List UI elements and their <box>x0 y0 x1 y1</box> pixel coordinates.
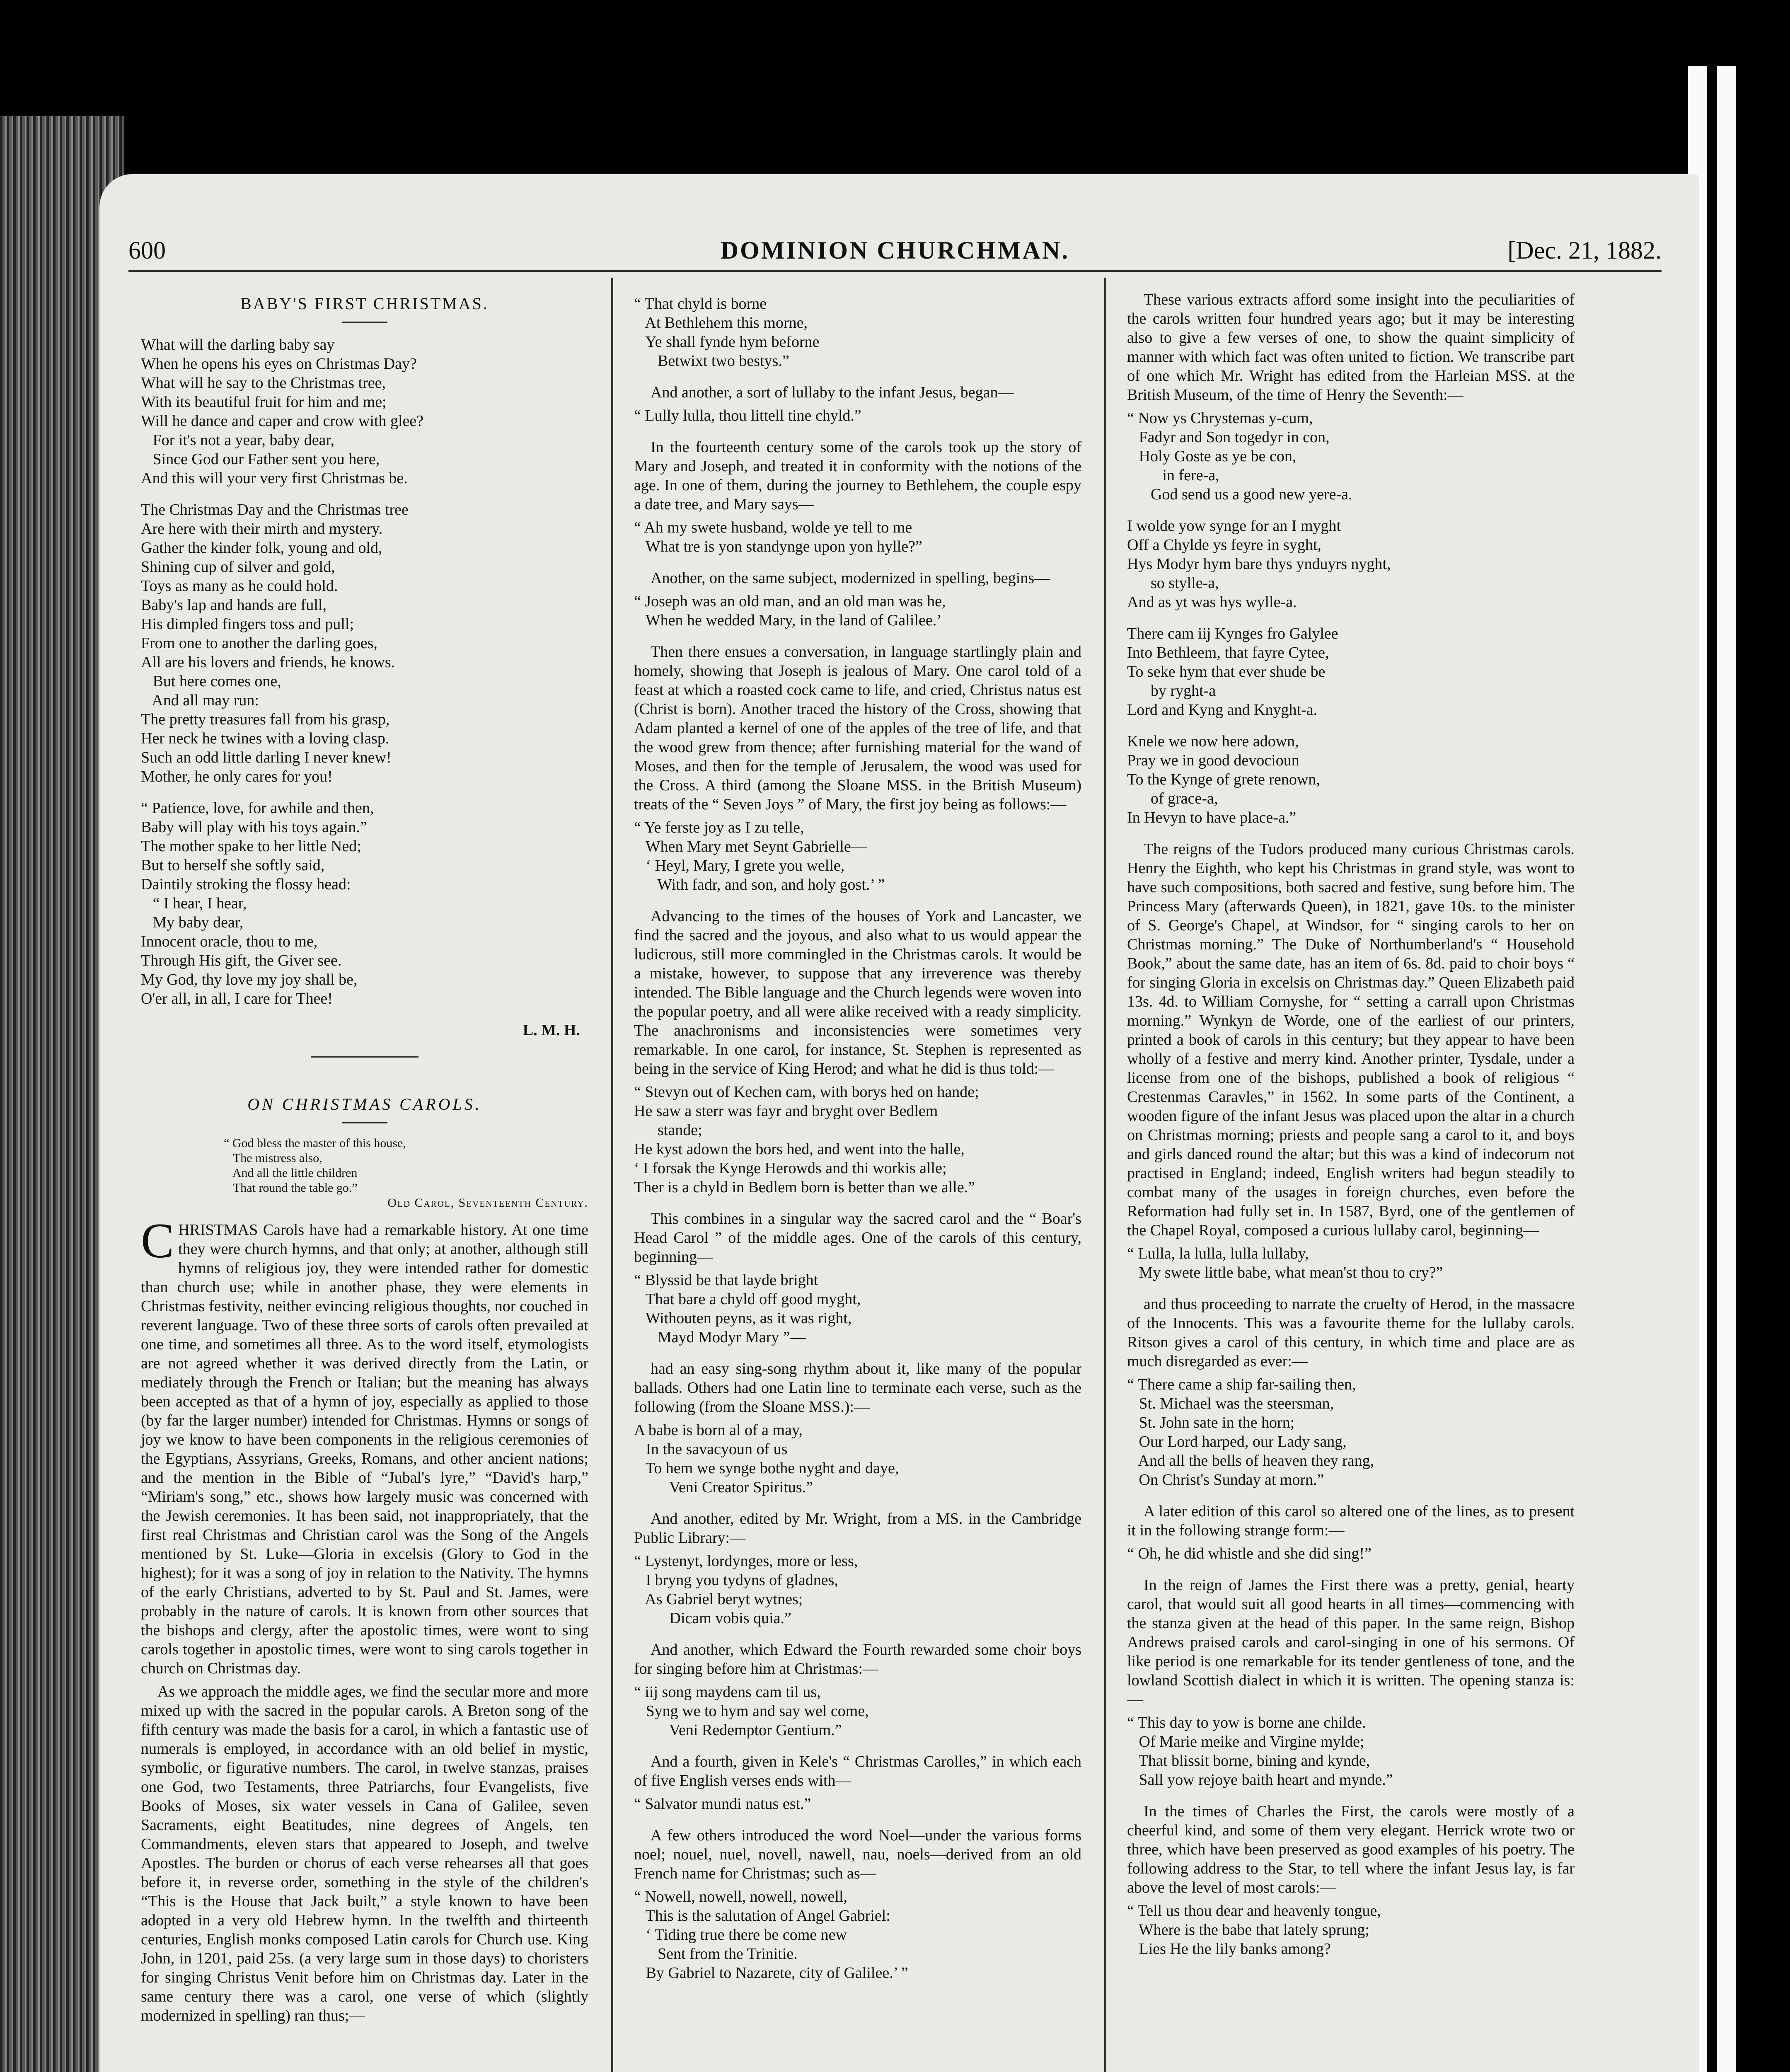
carol-verse <box>634 406 1081 425</box>
verse-line: ‘ I forsak the Kynge Herowds and thi workis alle; <box>634 1159 947 1177</box>
verse-line: What tre is yon standynge upon yon hylle?” <box>634 538 922 555</box>
verse-line: With its beautiful fruit for him and me; <box>141 393 387 411</box>
verse-line: Lies He the lily banks among? <box>1127 1940 1331 1958</box>
scanner-bar <box>1717 66 1736 2072</box>
verse-line: Pray we in good devocioun <box>1127 752 1299 769</box>
carol-verse <box>634 1794 1081 1813</box>
verse-line: Baby will play with his toys again.” <box>141 818 367 836</box>
verse-line: Sall yow rejoye baith heart and mynde.” <box>1127 1771 1393 1789</box>
verse-line: Shining cup of silver and gold, <box>141 558 335 576</box>
paragraph: Advancing to the times of the houses of York and Lancaster, we find the sacred and the joyous, and also what to us would appear the ludicrous, still more commingled in the Christmas carols. It would be a mistake, however, to suppose that any irreverence was thereby intended. The Bible language and the Church legends were woven into the popular poetry, and all were alike received with a ready simplicity. The anachronisms and inconsistencies were sometimes very remarkable. In one carol, for instance, St. Stephen is represented as being in the service of King Herod; and what he did is thus told:— <box>634 908 1081 1077</box>
paragraph <box>141 1213 588 1678</box>
carol-verse <box>1127 409 1575 504</box>
header-rule <box>128 270 1662 272</box>
verse-line: But to herself she softly said, <box>141 857 325 874</box>
divider <box>311 1056 418 1058</box>
verse-line: To the Kynge of grete renown, <box>1127 771 1320 788</box>
paragraph: These various extracts afford some insight into the peculiarities of the carols written four hundred years ago; but it may be interesting also to give a few verses of one, to show the quaint simplicity of manner with which fact was often united to fiction. We transcribe part of one which Mr. Wright has edited from the Harleian MSS. at the British Museum, of the time of Henry the Seventh:— <box>1127 291 1575 404</box>
paragraph: and thus proceeding to narrate the cruelty of Herod, in the massacre of the Innocents. This was a favourite theme for the lullaby carols. Ritson gives a carol of this century, in which time and place are as much disregarded as ever:— <box>1127 1295 1575 1370</box>
verse-line: He kyst adown the bors hed, and went into the halle, <box>634 1140 965 1158</box>
column-rule <box>1104 278 1106 2072</box>
verse-line: of grace-a, <box>1127 790 1218 807</box>
verse-line: “ Blyssid be that layde bright <box>634 1271 818 1289</box>
verse-line: Dicam vobis quia.” <box>634 1610 791 1627</box>
verse-line: There cam iij Kynges fro Galylee <box>1127 625 1338 642</box>
carol-verse <box>634 818 1081 894</box>
verse-line: O'er all, in all, I care for Thee! <box>141 990 333 1007</box>
verse-line: All are his lovers and friends, he knows. <box>141 654 395 671</box>
paragraph: This combines in a singular way the sacred carol and the “ Boar's Head Carol ” of the middle ages. One of the carols of this century, beginning— <box>634 1210 1081 1266</box>
verse-line: by ryght-a <box>1127 682 1216 700</box>
verse-line: To seke hym that ever shude be <box>1127 663 1326 680</box>
verse-line: “ There came a ship far-sailing then, <box>1127 1376 1356 1393</box>
poem-stanza <box>141 335 588 488</box>
verse-line: Sent from the Trinitie. <box>634 1945 798 1963</box>
carol-verse <box>634 592 1081 630</box>
verse-line: Such an odd little darling I never knew! <box>141 749 392 766</box>
verse-line: And all the little children <box>224 1166 358 1180</box>
verse-line: “ Nowell, nowell, nowell, nowell, <box>634 1888 848 1905</box>
verse-line: The mistress also, <box>224 1151 322 1165</box>
verse-line: And as yt was hys wylle-a. <box>1127 593 1297 611</box>
carol-verse <box>1127 1544 1575 1563</box>
verse-line: That bare a chyld off good myght, <box>634 1290 861 1308</box>
epigraph <box>224 1136 588 1210</box>
verse-line: “ Lystenyt, lordynges, more or less, <box>634 1552 858 1570</box>
verse-line: This is the salutation of Angel Gabriel: <box>634 1907 890 1924</box>
carol-verse <box>634 1682 1081 1740</box>
epigraph-lines <box>224 1136 588 1196</box>
carol-verse <box>634 294 1081 370</box>
verse-line: “ Salvator mundi natus est.” <box>634 1795 811 1813</box>
verse-line: “ Now ys Chrystemas y-cum, <box>1127 409 1313 427</box>
carol-verse <box>634 1421 1081 1497</box>
carol-verse <box>634 1082 1081 1197</box>
verse-line: “ Lulla, la lulla, lulla lullaby, <box>1127 1245 1309 1262</box>
verse-line: To hem we synge bothe nyght and daye, <box>634 1460 899 1477</box>
verse-line: “ Ye ferste joy as I zu telle, <box>634 819 804 836</box>
verse-line: “ That chyld is borne <box>634 295 767 312</box>
carol-verse <box>634 1271 1081 1347</box>
divider <box>342 1122 387 1123</box>
verse-line: Veni Creator Spiritus.” <box>634 1479 813 1496</box>
column-2 <box>634 290 1081 1995</box>
verse-line: That blissit borne, bining and kynde, <box>1127 1752 1370 1769</box>
verse-line: “ God bless the master of this house, <box>224 1136 406 1150</box>
verse-line: What will the darling baby say <box>141 336 335 353</box>
paragraph: And another, edited by Mr. Wright, from a MS. in the Cambridge Public Library:— <box>634 1510 1081 1547</box>
verse-line: When he opens his eyes on Christmas Day? <box>141 355 417 373</box>
carol-verse <box>1127 624 1575 719</box>
verse-line: “ Stevyn out of Kechen cam, with borys hed on hande; <box>634 1083 979 1101</box>
verse-line: Ye shall fynde hym beforne <box>634 333 820 351</box>
verse-line: God send us a good new yere-a. <box>1127 486 1352 503</box>
verse-line: Fadyr and Son togedyr in con, <box>1127 428 1330 446</box>
verse-line: Daintily stroking the flossy head: <box>141 876 351 893</box>
verse-line: At Bethlehem this morne, <box>634 314 808 332</box>
verse-line: Holy Goste as ye be con, <box>1127 448 1297 465</box>
carol-verse <box>1127 1244 1575 1282</box>
verse-line: With fadr, and son, and holy gost.’ ” <box>634 876 885 893</box>
paragraph: In the reign of James the First there was a pretty, genial, hearty carol, that would suit all good hearts in all times—commencing with the stanza given at the head of this paper. In the same reign, Bishop Andrews praised carols and carol-singing in one of his sermons. Of like period is one remarkable for its tender gentleness of tone, and the lowland Scottish dialect in which it is written. The opening stanza is:— <box>1127 1576 1575 1708</box>
verse-line: in fere-a, <box>1127 467 1219 484</box>
verse-line: When Mary met Seynt Gabrielle— <box>634 838 867 855</box>
drop-cap: C <box>141 1213 174 1268</box>
verse-line: Lord and Kyng and Knyght-a. <box>1127 701 1318 719</box>
verse-line: “ Lully lulla, thou littell tine chyld.” <box>634 407 861 424</box>
verse-line: I bryng you tydyns of gladnes, <box>634 1571 838 1589</box>
paragraph: A later edition of this carol so altered one of the lines, as to present it in the following strange form:— <box>1127 1503 1575 1539</box>
verse-line: Our Lord harped, our Lady sang, <box>1127 1433 1347 1450</box>
verse-line: “ Tell us thou dear and heavenly tongue, <box>1127 1902 1381 1920</box>
page-header <box>128 236 1662 265</box>
article-title: ON CHRISTMAS CAROLS. <box>247 1095 482 1113</box>
carol-verse <box>1127 732 1575 827</box>
verse-line: “ I hear, I hear, <box>141 895 247 912</box>
paragraph: A few others introduced the word Noel—under the various forms noel; nouel, nuel, novell, nawell, nau, noels—derived from an old French name for Christmas; such as— <box>634 1827 1081 1882</box>
verse-line: St. Michael was the steersman, <box>1127 1395 1334 1412</box>
verse-line: The Christmas Day and the Christmas tree <box>141 501 409 518</box>
paragraph: And a fourth, given in Kele's “ Christmas Carolles,” in which each of five English verses ends with— <box>634 1753 1081 1789</box>
verse-line: Betwixt two bestys.” <box>634 352 789 370</box>
verse-line: ‘ Tiding true there be come new <box>634 1926 847 1944</box>
verse-line: But here comes one, <box>141 673 281 690</box>
verse-line: Of Marie meike and Virgine mylde; <box>1127 1733 1364 1750</box>
verse-line: Toys as many as he could hold. <box>141 577 338 595</box>
verse-line: Mayd Modyr Mary ”— <box>634 1329 806 1346</box>
poem-stanza <box>141 799 588 1008</box>
verse-line: Innocent oracle, thou to me, <box>141 933 318 950</box>
verse-line: Baby's lap and hands are full, <box>141 596 327 614</box>
verse-line: Hys Modyr hym bare thys ynduyrs nyght, <box>1127 555 1391 573</box>
verse-line: For it's not a year, baby dear, <box>141 431 335 449</box>
verse-line: I wolde yow synge for an I myght <box>1127 517 1341 535</box>
verse-line: He saw a sterr was fayr and bryght over Bedlem <box>634 1102 938 1120</box>
verse-line: My swete little babe, what mean'st thou to cry?” <box>1127 1264 1443 1281</box>
verse-line: Ther is a chyld in Bedlem born is better than we alle.” <box>634 1179 975 1196</box>
verse-line: “ iij song maydens cam til us, <box>634 1683 821 1701</box>
verse-line: Syng we to hym and say wel come, <box>634 1702 869 1720</box>
paragraph: And another, which Edward the Fourth rewarded some choir boys for singing before him at Christmas:— <box>634 1641 1081 1677</box>
verse-line: “ This day to yow is borne ane childe. <box>1127 1714 1366 1731</box>
verse-line: His dimpled fingers toss and pull; <box>141 615 354 633</box>
verse-line: The mother spake to her little Ned; <box>141 838 361 855</box>
verse-line: Knele we now here adown, <box>1127 733 1299 750</box>
paragraph: The reigns of the Tudors produced many curious Christmas carols. Henry the Eighth, who kept his Christmas in grand style, was wont to have such compositions, both sacred and festive, sung before him. The Princess Mary (afterwards Queen), in 1821, gave 10s. to the minister of S. George's Chapel, at Windsor, for “ singing carols to her on Christmas morning.” The Duke of Northumberland's “ Household Book,” about the same date, has an item of 6s. 8d. paid to choir boys “ for singing Gloria in excelsis on Christmas day.” Queen Elizabeth paid 13s. 4d. to William Cornyshe, for “ setting a carrall upon Christmas morning.” Wynkyn de Worde, one of the earliest of our printers, printed a book of carols in this century; but they appear to have been wholly of a festive and merry kind. Another printer, Tysdale, under a license from one of the bishops, published a book of religious “ Crestenmas Caravles,” in 1562. In some parts of the Continent, a wooden figure of the infant Jesus was placed upon the altar in a church on Christmas morning; priests and people sang a carol to it, and boys and girls danced round the altar; but this was a kind of indecorum not practised in England; indeed, English writers had begun steadily to combat many of the usages in foreign churches, even before the Reformation had fully set in. In 1587, Byrd, one of the gentlemen of the Chapel Royal, composed a curious lullaby carol, beginning— <box>1127 840 1575 1239</box>
paragraph: had an easy sing-song rhythm about it, like many of the popular ballads. Others had one Latin line to terminate each verse, such as the following (from the Sloane MSS.):— <box>634 1360 1081 1416</box>
paragraph: Then there ensues a conversation, in language startlingly plain and homely, showing that Joseph is jealous of Mary. One carol told of a feast at which a roasted cock came to life, and cried, Christus natus est (Christ is born). Another traced the history of the Cross, showing that Adam planted a kernel of one of the apples of the tree of life, and that the wood grew from thence; after furnishing material for the wand of Moses, and then for the temple of Jerusalem, the wood was used for the Cross. A third (among the Sloane MSS. in the British Museum) treats of the “ Seven Joys ” of Mary, the first joy being as follows:— <box>634 643 1081 813</box>
verse-line: Gather the kinder folk, young and old, <box>141 539 382 557</box>
verse-line: Veni Redemptor Gentium.” <box>634 1721 842 1739</box>
verse-line: The pretty treasures fall from his grasp, <box>141 711 390 728</box>
column-3 <box>1127 290 1575 1971</box>
verse-line: When he wedded Mary, in the land of Galilee.’ <box>634 612 942 629</box>
newspaper-page <box>99 174 1699 2072</box>
page-number: 600 <box>128 237 166 264</box>
verse-line: stande; <box>634 1121 702 1139</box>
verse-line: Withouten peyns, as it was right, <box>634 1310 852 1327</box>
verse-line: Will he dance and caper and crow with glee? <box>141 412 424 430</box>
verse-line: On Christ's Sunday at morn.” <box>1127 1471 1324 1489</box>
carol-verse <box>1127 516 1575 612</box>
verse-line: Where is the babe that lately sprung; <box>1127 1921 1369 1939</box>
verse-line: And this will your very first Christmas be. <box>141 470 408 487</box>
column-1 <box>141 290 588 2029</box>
paragraph-text: HRISTMAS Carols have had a remarkable history. At one time they were church hymns, and that only; at another, although still hymns of religious joy, they were intended rather for domestic than church use; while in another phase, they were elements in Christmas festivity, neither evincing religious thoughts, nor couched in reverent language. Two of these three sorts of carols often prevailed at one time, and sometimes all three. As to the word itself, etymologists are not agreed whether it was derived directly from the Latin, or mediately through the French or Italian; but the meaning has always been accepted as that of a hymn of joy, especially as applied to those (by far the larger number) intended for Christmas. Hymns or songs of joy we know to have been components in the religious ceremonies of the Egyptians, Assyrians, Greeks, Romans, and other ancient nations; and the mention in the Bible of “Jubal's lyre,” “David's harp,” “Miriam's song,” etc., shows how largely music was concerned with the Jewish ceremonies. It has been said, not inappropriately, that the first real Christmas and Christian carol was the Song of the Angels mentioned by St. Luke—Gloria in excelsis (Glory to God in the highest); for it was a song of joy in relation to the Nativity. The hymns of the early Christians, adverted to by St. Paul and St. James, were probably in the nature of carols. It is known from other sources that the bishops and clergy, after the apostolic times, were wont to sing carols together in apostolic times, were wont to sing carols together in church on Christmas day. <box>141 1221 588 1677</box>
poem-title: BABY'S FIRST CHRISTMAS. <box>240 294 489 313</box>
paragraph: In the fourteenth century some of the carols took up the story of Mary and Joseph, and treated it in conformity with the notions of the age. In one of them, during the journey to Bethlehem, the couple espy a date tree, and Mary says— <box>634 438 1081 513</box>
paragraph: Another, on the same subject, modernized in spelling, begins— <box>651 569 1050 587</box>
verse-line: In Hevyn to have place-a.” <box>1127 809 1297 826</box>
verse-line: St. John sate in the horn; <box>1127 1414 1295 1431</box>
verse-line: In the savacyoun of us <box>634 1440 788 1458</box>
verse-line: From one to another the darling goes, <box>141 634 377 652</box>
publication-title: DOMINION CHURCHMAN. <box>720 237 1070 264</box>
carol-verse <box>1127 1713 1575 1789</box>
carol-verse <box>1127 1375 1575 1489</box>
verse-line: Her neck he twines with a loving clasp. <box>141 730 389 747</box>
verse-line: A babe is born al of a may, <box>634 1421 803 1439</box>
verse-line: Into Bethleem, that fayre Cytee, <box>1127 644 1329 661</box>
verse-line: “ Oh, he did whistle and she did sing!” <box>1127 1545 1372 1562</box>
poem-signature: L. M. H. <box>522 1021 580 1039</box>
carol-verse <box>634 1887 1081 1982</box>
verse-line: My God, thy love my joy shall be, <box>141 971 358 988</box>
column-rule <box>611 278 613 2072</box>
verse-line: As Gabriel beryt wytnes; <box>634 1590 803 1608</box>
paragraph: In the times of Charles the First, the carols were mostly of a cheerful kind, and some of them very elegant. Herrick wrote two or three, which have been preserved as good examples of his poetry. The following address to the Star, to tell where the infant Jesus lay, is far above the level of most carols:— <box>1127 1803 1575 1896</box>
divider <box>342 322 387 323</box>
verse-line: ‘ Heyl, Mary, I grete you welle, <box>634 857 845 874</box>
carol-verse <box>634 1552 1081 1628</box>
carol-verse <box>634 518 1081 556</box>
paragraph: And another, a sort of lullaby to the infant Jesus, began— <box>651 384 1014 401</box>
paragraph: As we approach the middle ages, we find the secular more and more mixed up with the sacred in the popular carols. A Breton song of the fifth century was made the basis for a carol, in which a fantastic use of numerals is employed, in accordance with an old belief in mystic, symbolic, or figurative numbers. The carol, in twelve stanzas, praises one God, two Testaments, three Patriarchs, four Evangelists, five Books of Moses, six water vessels in Cana of Galilee, seven Sacraments, eight Beatitudes, nine degrees of Angels, ten Commandments, eleven stars that appeared to Joseph, and twelve Apostles. The burden or chorus of each verse rehearses all that goes before it, in reverse order, something in the style of the children's “This is the House that Jack built,” a style known to have been adopted in a very old Hebrew hymn. In the twelfth and thirteenth centuries, English monks composed Latin carols for Church use. King John, in 1201, paid 25s. (a very large sum in those days) to choristers for singing Christus Venit before him on Christmas day. Later in the same century there was a carol, one verse of which (slightly modernized in spelling) ran thus;— <box>141 1683 588 2024</box>
verse-line: That round the table go.” <box>224 1181 358 1195</box>
poem-stanza <box>141 500 588 786</box>
verse-line: Off a Chylde ys feyre in syght, <box>1127 536 1321 554</box>
verse-line: By Gabriel to Nazarete, city of Galilee.’ ” <box>634 1964 908 1982</box>
epigraph-source: Old Carol, Seventeenth Century. <box>387 1196 588 1210</box>
verse-line: My baby dear, <box>141 914 244 931</box>
verse-line: Are here with their mirth and mystery. <box>141 520 383 537</box>
verse-line: so stylle-a, <box>1127 574 1219 592</box>
verse-line: And all may run: <box>141 692 259 709</box>
verse-line: “ Joseph was an old man, and an old man was he, <box>634 593 946 610</box>
verse-line: And all the bells of heaven they rang, <box>1127 1452 1374 1469</box>
verse-line: Through His gift, the Giver see. <box>141 952 342 969</box>
carol-verse <box>1127 1901 1575 1958</box>
issue-date: [Dec. 21, 1882. <box>1507 237 1662 264</box>
verse-line: “ Patience, love, for awhile and then, <box>141 799 374 817</box>
verse-line: “ Ah my swete husband, wolde ye tell to me <box>634 519 912 536</box>
verse-line: Since God our Father sent you here, <box>141 450 380 468</box>
verse-line: Mother, he only cares for you! <box>141 768 333 785</box>
verse-line: What will he say to the Christmas tree, <box>141 374 386 392</box>
